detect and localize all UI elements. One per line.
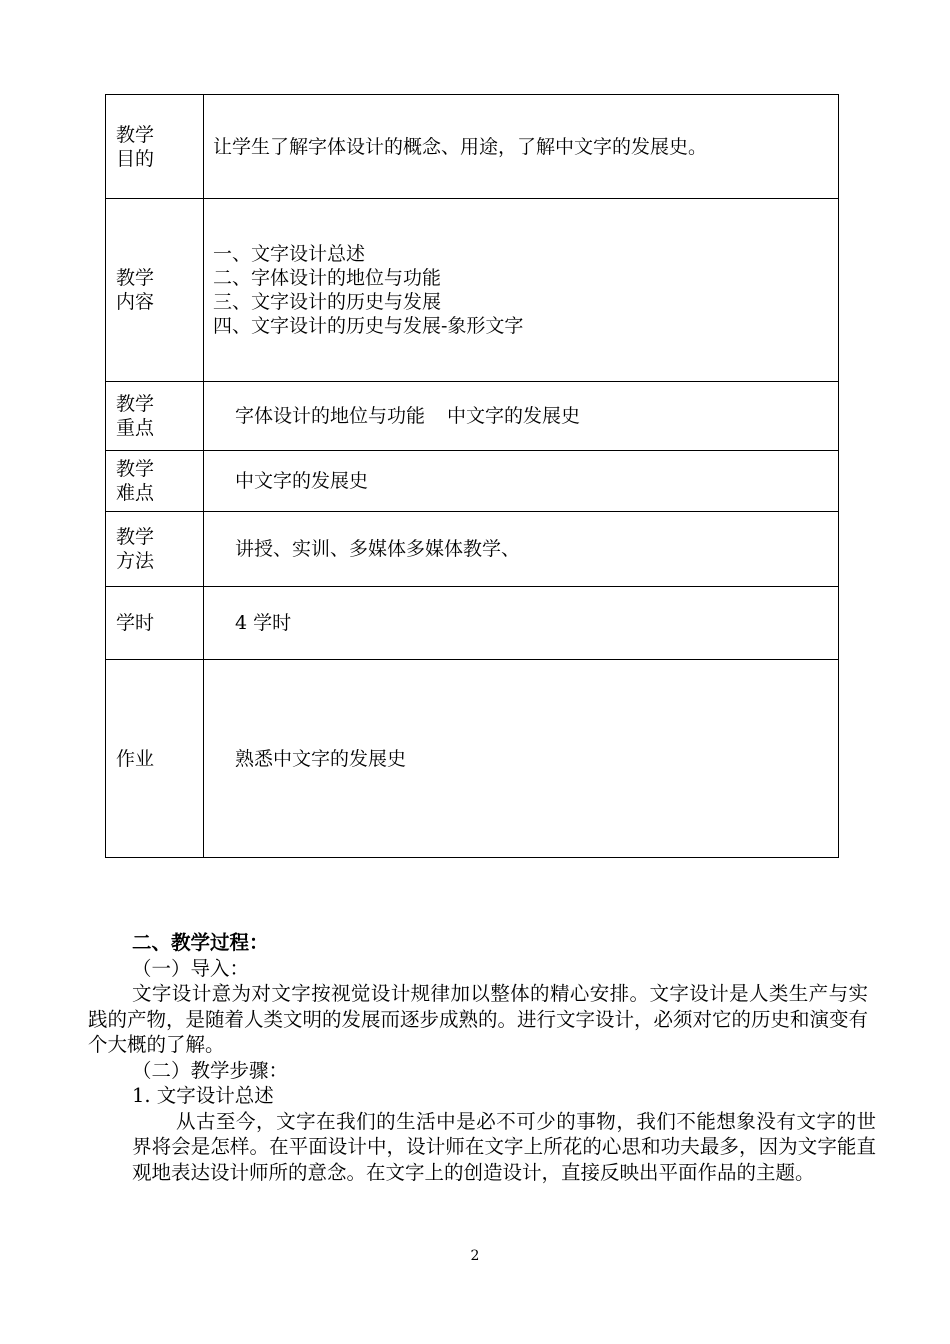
intro-paragraph: 文字设计意为对文字按视觉设计规律加以整体的精心安排。文字设计是人类生产与实践的产物，是随着人类文明的发展而逐步成熟的。进行文字设计，必须对它的历史和演变有个大概的了解。 — [88, 982, 869, 1056]
label-line: 学时 — [116, 612, 155, 634]
label-line: 教学 — [116, 458, 155, 480]
step1-paragraph: 从古至今，文字在我们的生活中是必不可少的事物，我们不能想象没有文字的世界将会是怎样。在平面设计中，设计师在文字上所花的心思和功夫最多，因为文字能直观地表达设计师所的意念。在文字上的创造设计，直接反映出平面作品的主题。 — [132, 1109, 876, 1184]
table-row — [106, 382, 839, 451]
label-line: 目的 — [116, 147, 155, 170]
content-part: 中文字的发展史 — [447, 405, 581, 427]
table-row — [106, 451, 839, 512]
lesson-plan-table — [105, 94, 839, 858]
label-line: 教学 — [116, 393, 155, 415]
teaching-process-section — [88, 930, 876, 1185]
label-line: 作业 — [116, 747, 155, 770]
intro-title: （一）导入： — [132, 956, 250, 980]
row-content — [204, 95, 839, 199]
content-part: 字体设计的地位与功能 — [235, 405, 426, 427]
label-line: 方法 — [116, 550, 155, 572]
table-row — [106, 512, 839, 587]
section-heading: 二、教学过程： — [132, 931, 269, 954]
content-line: 让学生了解字体设计的概念、用途，了解中文字的发展史。 — [213, 135, 708, 158]
steps-title: （二）教学步骤： — [132, 1058, 289, 1082]
label-line: 内容 — [116, 291, 155, 313]
row-label — [106, 587, 204, 660]
content-line: 三、文字设计的历史与发展 — [213, 291, 442, 313]
content-line: 四、文字设计的历史与发展-象形文字 — [213, 315, 524, 337]
content-line: 二、字体设计的地位与功能 — [213, 267, 442, 289]
table-row — [106, 95, 839, 199]
row-label — [106, 660, 204, 858]
page-number: 2 — [470, 1248, 480, 1264]
content-line — [235, 404, 838, 428]
content-line: 一、文字设计总述 — [213, 243, 366, 265]
content-line: 4 学时 — [235, 612, 292, 634]
content-line: 中文字的发展史 — [235, 470, 369, 492]
row-label — [106, 95, 204, 199]
table-row — [106, 199, 839, 382]
table-row — [106, 660, 839, 858]
label-line: 教学 — [116, 526, 155, 548]
row-content — [204, 199, 839, 382]
step1-title: 1. 文字设计总述 — [132, 1084, 274, 1107]
content-line: 熟悉中文字的发展史 — [235, 747, 407, 770]
row-label — [106, 199, 204, 382]
label-line: 难点 — [116, 482, 155, 504]
row-label — [106, 451, 204, 512]
row-content — [204, 382, 839, 451]
row-content — [204, 451, 839, 512]
label-line: 教学 — [116, 267, 155, 289]
label-line: 重点 — [116, 417, 155, 439]
row-content — [204, 660, 839, 858]
content-line: 讲授、实训、多媒体多媒体教学、 — [235, 538, 521, 560]
table-row — [106, 587, 839, 660]
row-content — [204, 587, 839, 660]
row-label — [106, 512, 204, 587]
label-line: 教学 — [116, 123, 155, 146]
row-label — [106, 382, 204, 451]
row-content — [204, 512, 839, 587]
